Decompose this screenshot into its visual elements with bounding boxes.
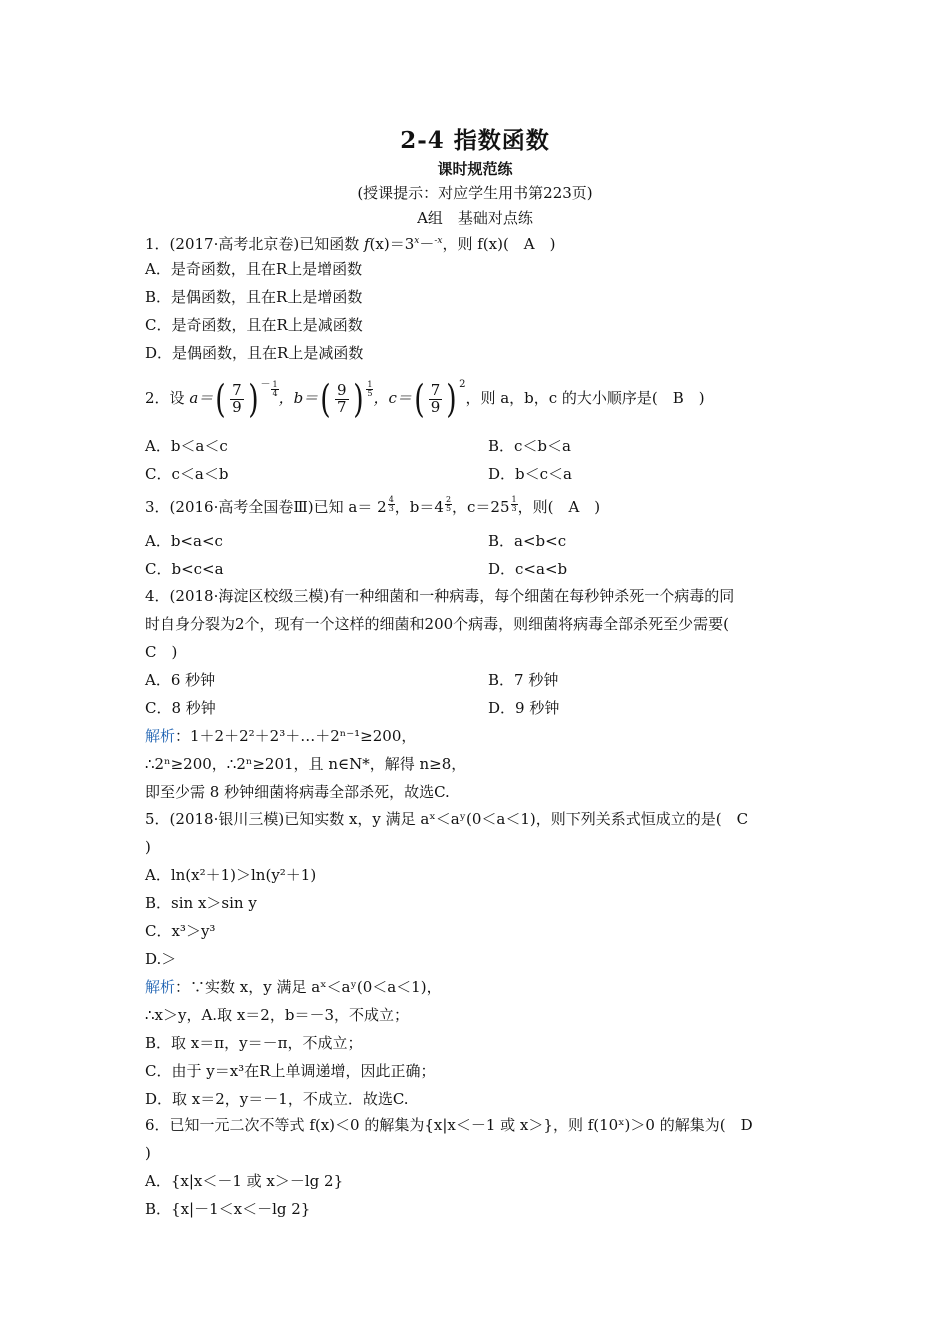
question-2-option-d: D．b＜c＜a <box>488 465 572 483</box>
question-5-option-c: C．x³＞y³ <box>145 922 216 940</box>
question-4-stem-line-2: 时自身分裂为2个，现有一个这样的细菌和200个病毒，则细菌将病毒全部杀死至少需要( <box>145 615 730 633</box>
question-5-solution-line-2: ∴x＞y，A.取 x＝2，b＝－3，不成立； <box>145 1006 409 1024</box>
question-6-stem-line-1: 6．已知一元二次不等式 f(x)＜0 的解集为{x|x＜－1 或 x＞}，则 f(10ˣ)＞0 的解集为( D <box>145 1116 753 1134</box>
question-3-option-b: B．a<b<c <box>488 532 567 550</box>
solution-label: 解析 <box>145 727 176 745</box>
question-4-stem-line-1: 4．(2018·海淀区校级三模)有一种细菌和一种病毒，每个细菌在每秒钟杀死一个病毒的同 <box>145 587 735 605</box>
question-4-option-c: C．8 秒钟 <box>145 699 216 717</box>
section-subtitle: 课时规范练 <box>437 160 513 178</box>
question-4-solution-line-2: ∴2ⁿ≥200，∴2ⁿ≥201，且 n∈N*，解得 n≥8， <box>145 755 467 773</box>
question-5-option-a: A．ln(x²＋1)＞ln(y²＋1) <box>145 866 317 884</box>
question-2-option-a: A．b＜a＜c <box>145 437 228 455</box>
question-4-option-d: D．9 秒钟 <box>488 699 560 717</box>
question-5-solution-line-4: C．由于 y＝x³在R上单调递增，因此正确； <box>145 1062 436 1080</box>
question-2-option-b: B．c＜b＜a <box>488 437 571 455</box>
question-6-option-b: B．{x|－1＜x＜－lg 2} <box>145 1200 311 1218</box>
question-5-stem-line-1: 5．(2018·银川三模)已知实数 x，y 满足 aˣ＜aʸ(0＜a＜1)，则下列关系式恒成立的是( C <box>145 810 749 828</box>
question-1-option-b: B．是偶函数，且在R上是增函数 <box>145 288 363 306</box>
question-6-stem-line-2: ) <box>145 1144 151 1162</box>
question-3-stem: 3．(2016·高考全国卷Ⅲ)已知 a＝ 2 $\frac{4}{3}$ ，b＝4 $\frac{2}{5}$ ，c＝25 $\frac{1}{3}$ ，则( A ) <box>145 495 601 516</box>
question-5-stem-line-2: ) <box>145 838 151 856</box>
question-1-stem: 1．(2017·高考北京卷)已知函数 $f(x)=3^x-^{-x}$，则 f(x)( A ) <box>145 235 556 253</box>
question-1-option-d: D．是偶函数，且在R上是减函数 <box>145 344 364 362</box>
question-4-option-a: A．6 秒钟 <box>145 671 216 689</box>
textbook-hint: (授课提示：对应学生用书第223页) <box>357 184 593 202</box>
question-3-option-d: D．c<a<b <box>488 560 568 578</box>
question-5-solution-line-3: B．取 x＝π，y＝－π，不成立； <box>145 1034 363 1052</box>
question-5-solution-line-1: 解析：∵实数 x，y 满足 aˣ＜aʸ(0＜a＜1)， <box>145 978 442 996</box>
group-heading: A组 基础对点练 <box>417 209 533 227</box>
question-5-solution-line-5: D．取 x＝2，y＝－1，不成立．故选C. <box>145 1090 409 1108</box>
question-5-option-d: D.＞ <box>145 950 177 968</box>
question-4-stem-line-3: C ) <box>145 643 178 661</box>
question-1-option-c: C．是奇函数，且在R上是减函数 <box>145 316 363 334</box>
question-6-option-a: A．{x|x＜－1 或 x＞－lg 2} <box>145 1172 344 1190</box>
question-3-option-a: A．b<a<c <box>145 532 223 550</box>
section-title: 2-4 指数函数 <box>400 127 550 154</box>
question-4-option-b: B．7 秒钟 <box>488 671 559 689</box>
solution-label: 解析 <box>145 978 176 996</box>
question-4-solution-line-1: 解析：1＋2＋2²＋2³＋…＋2ⁿ⁻¹≥200， <box>145 727 417 745</box>
question-5-option-b: B．sin x＞sin y <box>145 894 257 912</box>
question-4-solution-line-3: 即至少需 8 秒钟细菌将病毒全部杀死，故选C. <box>145 783 450 801</box>
question-3-option-c: C．b<c<a <box>145 560 224 578</box>
question-2-stem: 2．设 a＝( $\frac{7}{9}$ ) $^{- \frac{1}{4}}$ ，b＝( $\frac{9}{7}$ ) $\frac{1}{5}$ ，c＝( $\frac{7}{9}$ ) $^2$，则 a，b，c 的大小顺序是( B ) <box>145 377 705 421</box>
question-2-option-c: C．c＜a＜b <box>145 465 229 483</box>
question-1-option-a: A．是奇函数，且在R上是增函数 <box>145 260 363 278</box>
